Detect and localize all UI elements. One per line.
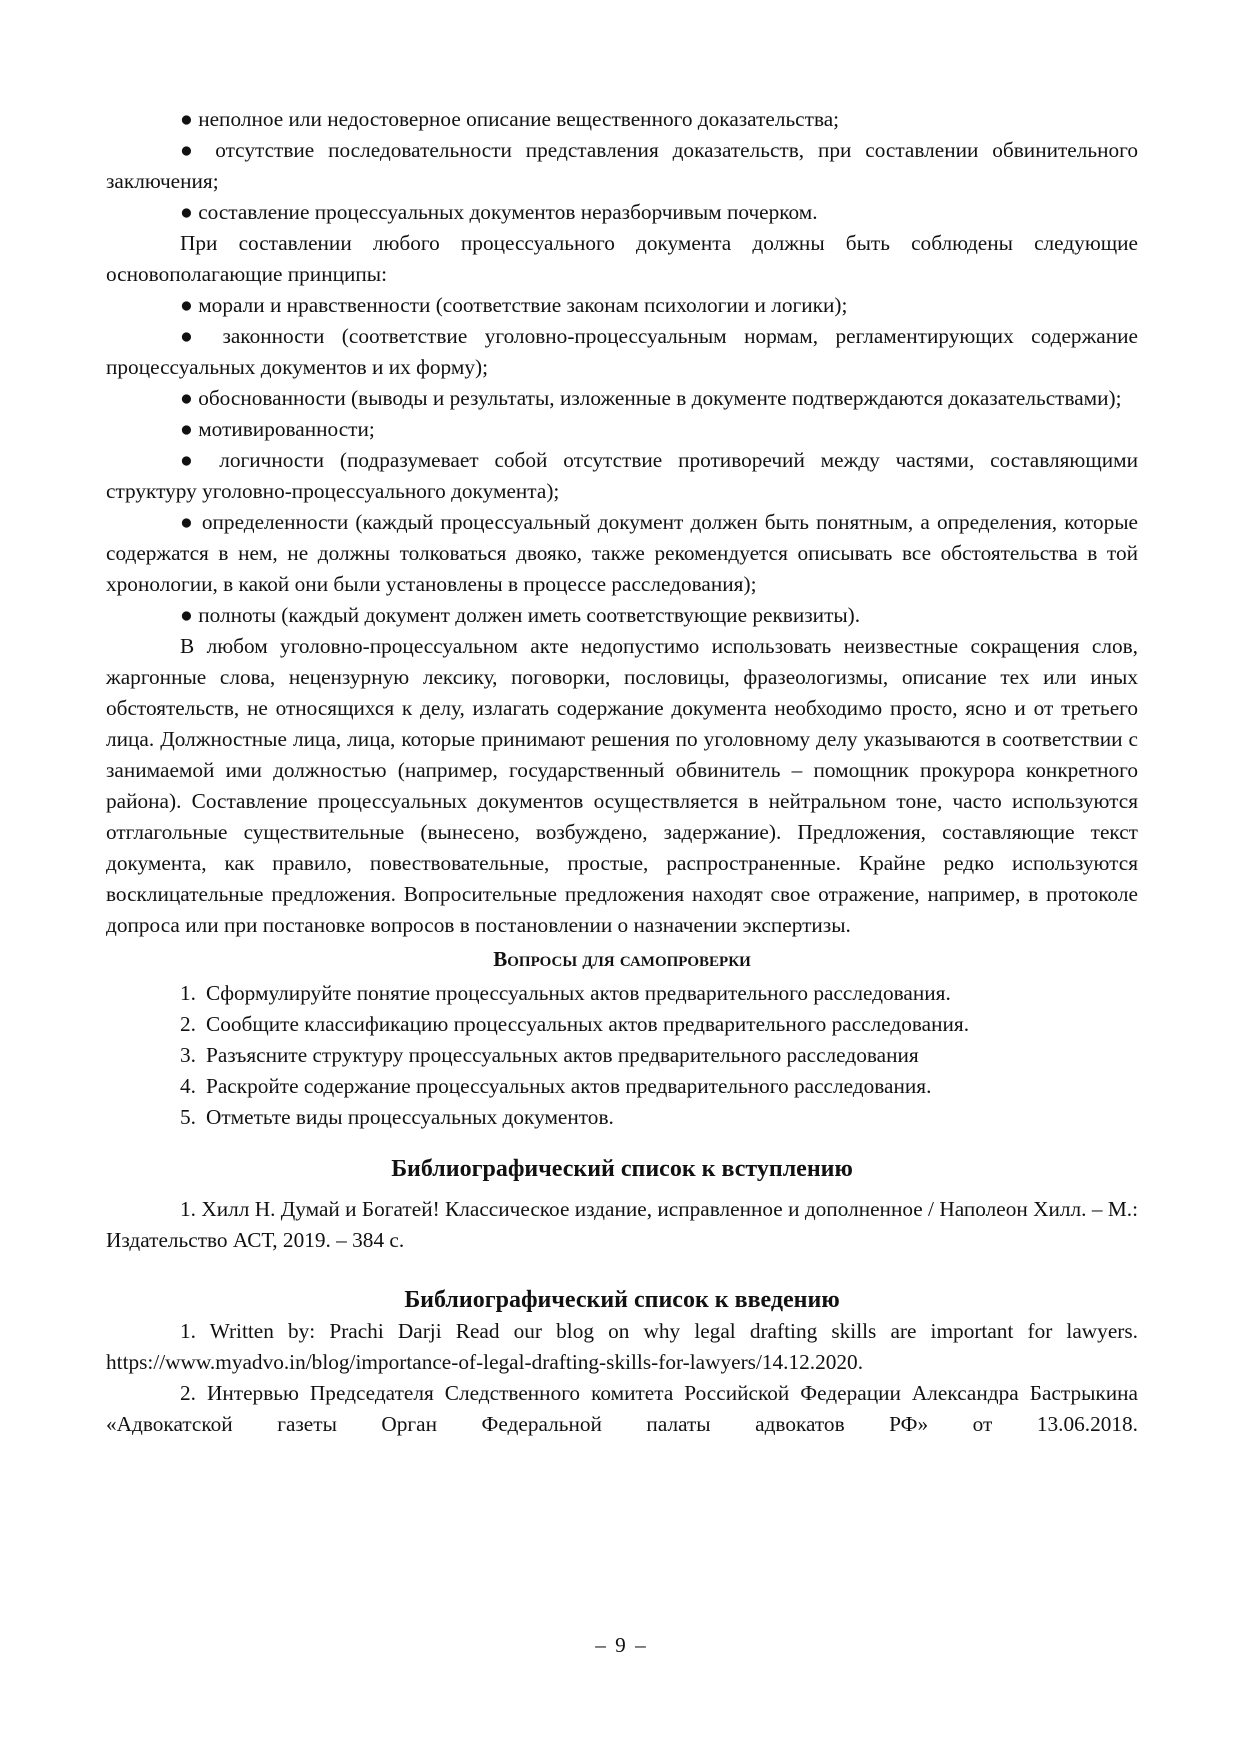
- question-item: [106, 1009, 1138, 1040]
- bibliography-entry: 1. Written by: Prachi Darji Read our blog on why legal drafting skills are important for lawyers. https://www.myadvo.in/blog/importance-of-legal-drafting-skills-for-lawyers/14.12.2020.: [106, 1319, 1138, 1374]
- bullet-item: ● составление процессуальных документов неразборчивым почерком.: [106, 197, 1138, 228]
- page-number: – 9 –: [595, 1633, 646, 1657]
- question-item: [106, 1102, 1138, 1133]
- principle-item: ● морали и нравственности (соответствие законам психологии и логики);: [106, 290, 1138, 321]
- question-item: [106, 978, 1138, 1009]
- question-number: 2.: [180, 1012, 196, 1036]
- question-text: Раскройте содержание процессуальных актов предварительного расследования.: [206, 1074, 932, 1098]
- document-page: [106, 104, 1138, 1440]
- question-text: Сформулируйте понятие процессуальных актов предварительного расследования.: [206, 981, 951, 1005]
- question-number: 4.: [180, 1074, 196, 1098]
- bibliography-entry: 1. Хилл Н. Думай и Богатей! Классическое издание, исправленное и дополненное / Наполеон Хилл. – М.: Издательство АСТ, 2019. – 384 с.: [106, 1197, 1138, 1252]
- question-number: 1.: [180, 981, 196, 1005]
- bibliography-entry: 2. Интервью Председателя Следственного комитета Российской Федерации Александра Бастрыкина «Адвокатской газеты Орган Федеральной палаты адвокатов РФ» от 13.06.2018.: [106, 1381, 1138, 1436]
- question-number: 3.: [180, 1043, 196, 1067]
- principle-item: ● законности (соответствие уголовно-процессуальным нормам, регламентирующих содержание процессуальных документов и их форму);: [106, 321, 1138, 383]
- question-text: Сообщите классификацию процессуальных актов предварительного расследования.: [206, 1012, 970, 1036]
- question-number: 5.: [180, 1105, 196, 1129]
- bibliography-intro-heading: Библиографический список к вступлению: [391, 1156, 853, 1182]
- closing-paragraph: В любом уголовно-процессуальном акте недопустимо использовать неизвестные сокращения слов, жаргонные слова, нецензурную лексику, поговорки, пословицы, фразеологизмы, описание тех или иных обстоятельств, не относящихся к делу, излагать содержание документа необходимо просто, ясно и от третьего лица. Должностные лица, лица, которые принимают решения по уголовному делу указываются в соответствии с занимаемой ими должностью (например, государственный обвинитель – помощник прокурора конкретного района). Составление процессуальных документов осуществляется в нейтральном тоне, часто используются отглагольные существительные (вынесено, возбуждено, задержание). Предложения, составляющие текст документа, как правило, повествовательные, простые, распространенные. Крайне редко используются восклицательные предложения. Вопросительные предложения находят свое отражение, например, в протоколе допроса или при постановке вопросов в постановлении о назначении экспертизы.: [106, 634, 1138, 937]
- question-text: Отметьте виды процессуальных документов.: [206, 1105, 614, 1129]
- bullet-item: ● неполное или недостоверное описание вещественного доказательства;: [106, 104, 1138, 135]
- questions-list: [106, 978, 1138, 1133]
- question-item: [106, 1040, 1138, 1071]
- questions-heading: Вопросы для самопроверки: [493, 947, 751, 971]
- principle-item: ● логичности (подразумевает собой отсутствие противоречий между частями, составляющими структуру уголовно-процессуального документа);: [106, 445, 1138, 507]
- bibliography-introduction-heading: Библиографический список к введению: [404, 1287, 840, 1313]
- principle-item: ● определенности (каждый процессуальный документ должен быть понятным, а определения, которые содержатся в нем, не должны толковаться двояко, также рекомендуется описывать все обстоятельства в той хронологии, в какой они были установлены в процессе расследования);: [106, 507, 1138, 600]
- bullet-item: ● отсутствие последовательности представления доказательств, при составлении обвинительного заключения;: [106, 135, 1138, 197]
- principles-intro: При составлении любого процессуального документа должны быть соблюдены следующие основополагающие принципы:: [106, 231, 1138, 286]
- principle-item: ● полноты (каждый документ должен иметь соответствующие реквизиты).: [106, 600, 1138, 631]
- question-text: Разъясните структуру процессуальных актов предварительного расследования: [206, 1043, 919, 1067]
- principle-item: ● обоснованности (выводы и результаты, изложенные в документе подтверждаются доказательствами);: [106, 383, 1138, 414]
- principle-item: ● мотивированности;: [106, 414, 1138, 445]
- question-item: [106, 1071, 1138, 1102]
